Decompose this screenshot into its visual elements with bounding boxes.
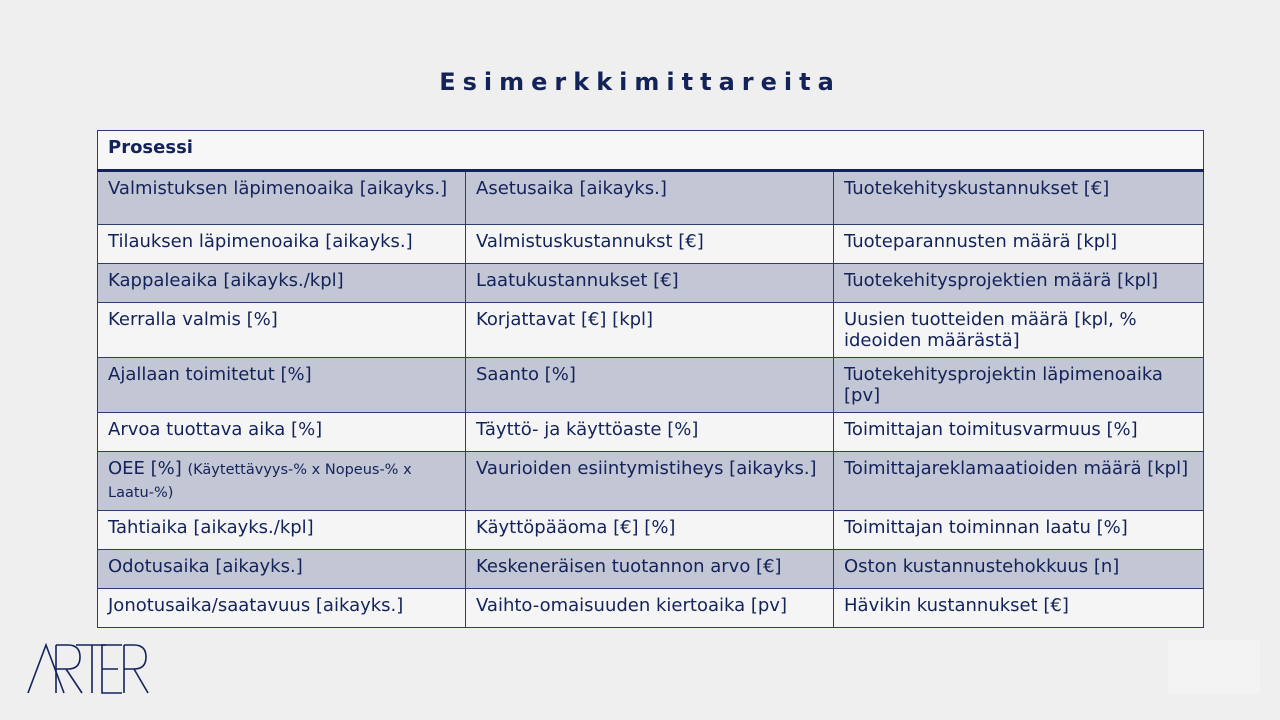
table-cell: Arvoa tuottava aika [%] <box>98 413 466 452</box>
table-cell: Keskeneräisen tuotannon arvo [€] <box>466 550 834 589</box>
table-cell: Hävikin kustannukset [€] <box>834 589 1204 628</box>
table-row <box>98 589 1204 628</box>
arter-logo <box>26 643 150 699</box>
table-cell: Kappaleaika [aikayks./kpl] <box>98 264 466 303</box>
table-row <box>98 511 1204 550</box>
table-cell: Tuoteparannusten määrä [kpl] <box>834 225 1204 264</box>
arter-logo-mark <box>26 643 150 695</box>
table-cell: Tuotekehityskustannukset [€] <box>834 171 1204 225</box>
table-cell: Kerralla valmis [%] <box>98 303 466 358</box>
table-cell: Toimittajan toiminnan laatu [%] <box>834 511 1204 550</box>
table-cell: Vaihto-omaisuuden kiertoaika [pv] <box>466 589 834 628</box>
table-cell: Saanto [%] <box>466 358 834 413</box>
table-header-row <box>98 131 1204 171</box>
table-cell: Tilauksen läpimenoaika [aikayks.] <box>98 225 466 264</box>
table-cell: Laatukustannukset [€] <box>466 264 834 303</box>
table-row <box>98 171 1204 225</box>
table-cell: Käyttöpääoma [€] [%] <box>466 511 834 550</box>
table-row <box>98 225 1204 264</box>
table-row <box>98 452 1204 511</box>
table-cell <box>98 452 466 511</box>
table-cell: Toimittajareklamaatioiden määrä [kpl] <box>834 452 1204 511</box>
cell-text: Valmistuksen läpimenoaika [aikayks.] <box>108 178 448 199</box>
slide-title: Esimerkkimittareita <box>439 68 841 96</box>
table-cell <box>98 171 466 225</box>
oee-formula-note: (Käytettävyys-% x Nopeus-% x Laatu-%) <box>108 462 412 501</box>
table-cell: Tahtiaika [aikayks./kpl] <box>98 511 466 550</box>
table-cell: Ajallaan toimitetut [%] <box>98 358 466 413</box>
table-cell: Asetusaika [aikayks.] <box>466 171 834 225</box>
table-row <box>98 550 1204 589</box>
metrics-table <box>97 130 1204 628</box>
table-cell: Oston kustannustehokkuus [n] <box>834 550 1204 589</box>
table-cell: Tuotekehitysprojektien määrä [kpl] <box>834 264 1204 303</box>
table-row <box>98 413 1204 452</box>
table-cell: Jonotusaika/saatavuus [aikayks.] <box>98 589 466 628</box>
table-cell: Täyttö- ja käyttöaste [%] <box>466 413 834 452</box>
table-cell: Valmistuskustannukst [€] <box>466 225 834 264</box>
table-cell: Vaurioiden esiintymistiheys [aikayks.] <box>466 452 834 511</box>
table-row <box>98 358 1204 413</box>
corner-panel <box>1168 640 1260 694</box>
table-cell: Odotusaika [aikayks.] <box>98 550 466 589</box>
table-header-cell: Prosessi <box>98 131 1204 171</box>
table-row <box>98 264 1204 303</box>
table-cell: Uusien tuotteiden määrä [kpl, % ideoiden määrästä] <box>834 303 1204 358</box>
table-cell: Tuotekehitysprojektin läpimenoaika [pv] <box>834 358 1204 413</box>
table-cell: Toimittajan toimitusvarmuus [%] <box>834 413 1204 452</box>
table-row <box>98 303 1204 358</box>
oee-label: OEE [%] <box>108 458 188 479</box>
table-cell: Korjattavat [€] [kpl] <box>466 303 834 358</box>
